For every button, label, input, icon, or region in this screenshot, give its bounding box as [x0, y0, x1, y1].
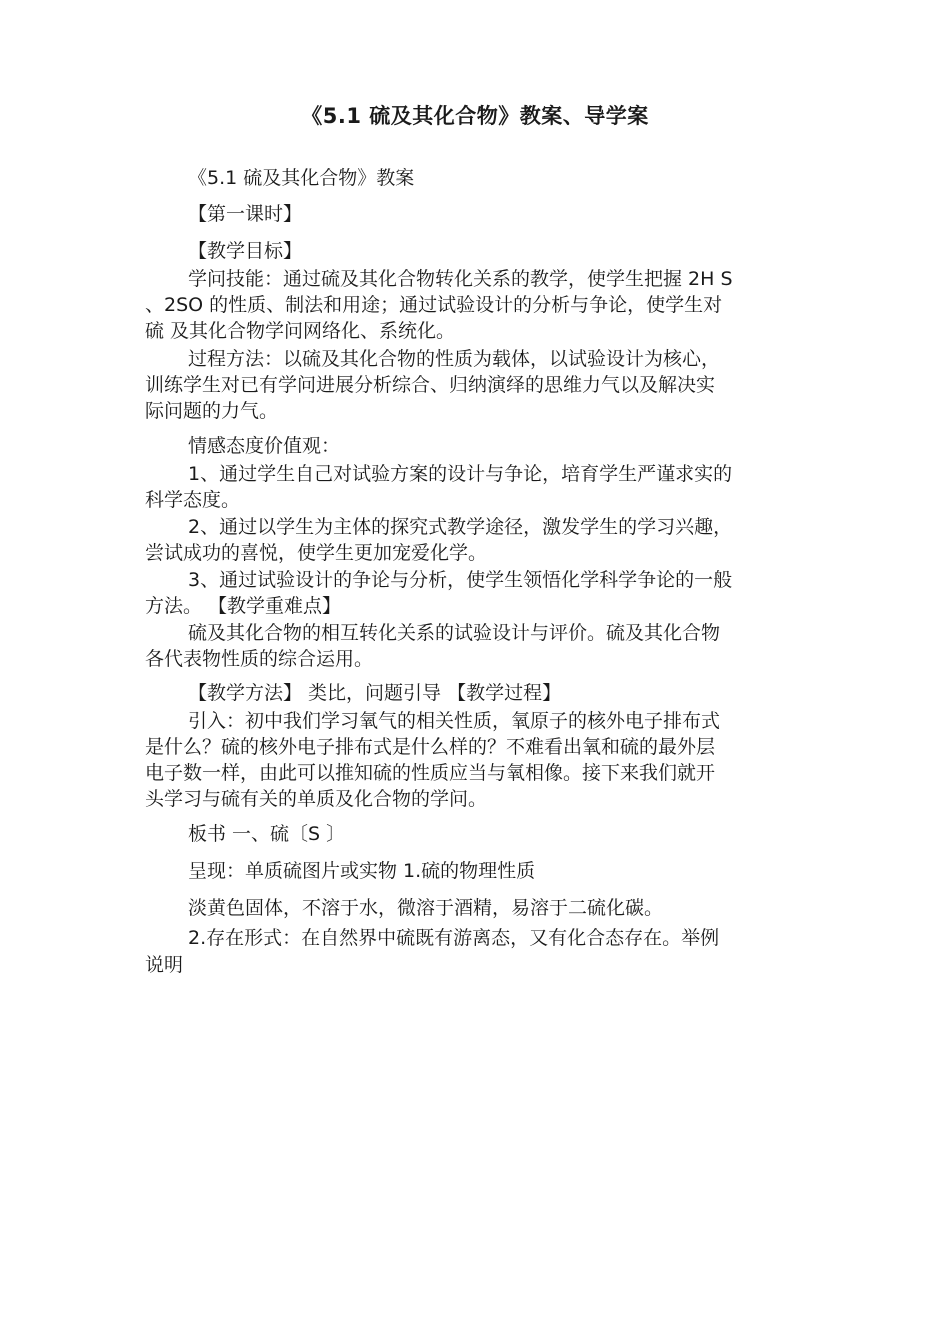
paragraph-line: 淡黄色固体，不溶于水，微溶于酒精，易溶于二硫化碳。 — [188, 897, 664, 919]
subtitle: 《5.1 硫及其化合物》教案 — [188, 167, 415, 189]
paragraph-line: 方法。 【教学重难点】 — [145, 595, 342, 617]
paragraph-line: 呈现：单质硫图片或实物 1.硫的物理性质 — [188, 860, 536, 882]
paragraph-line: 学问技能：通过硫及其化合物转化关系的教学，使学生把握 2H S — [188, 268, 733, 290]
section-heading: 【第一课时】 — [188, 203, 303, 225]
paragraph-line: 情感态度价值观： — [188, 435, 341, 457]
paragraph-line: 引入：初中我们学习氧气的相关性质，氧原子的核外电子排布式 — [188, 710, 721, 732]
paragraph-line: 训练学生对已有学问进展分析综合、归纳演绎的思维力气以及解决实 — [145, 374, 716, 396]
paragraph-line: 头学习与硫有关的单质及化合物的学问。 — [145, 788, 488, 810]
paragraph-line: 3、通过试验设计的争论与分析，使学生领悟化学科学争论的一般 — [188, 569, 733, 591]
paragraph-line: 板书 一、硫〔S 〕 — [188, 823, 346, 845]
section-heading: 【教学目标】 — [188, 240, 303, 262]
paragraph-line: 说明 — [145, 954, 184, 976]
paragraph-line: 硫及其化合物的相互转化关系的试验设计与评价。硫及其化合物 — [188, 622, 721, 644]
paragraph-line: 是什么？硫的核外电子排布式是什么样的？不难看出氧和硫的最外层 — [145, 736, 716, 758]
paragraph-line: 科学态度。 — [145, 489, 241, 511]
document-title: 《5.1 硫及其化合物》教案、导学案 — [301, 104, 649, 128]
paragraph-line: 硫 及其化合物学问网络化、系统化。 — [145, 320, 456, 342]
paragraph-line: 各代表物性质的综合运用。 — [145, 648, 374, 670]
paragraph-line: 过程方法：以硫及其化合物的性质为载体，以试验设计为核心， — [188, 348, 721, 370]
paragraph-line: 1、通过学生自己对试验方案的设计与争论，培育学生严谨求实的 — [188, 463, 733, 485]
paragraph-line: 【教学方法】 类比，问题引导 【教学过程】 — [188, 682, 562, 704]
paragraph-line: 2、通过以学生为主体的探究式教学途径，激发学生的学习兴趣， — [188, 516, 733, 538]
paragraph-line: 、2SO 的性质、制法和用途；通过试验设计的分析与争论，使学生对 — [145, 294, 723, 316]
paragraph-line: 2.存在形式：在自然界中硫既有游离态，又有化合态存在。举例 — [188, 927, 720, 949]
paragraph-line: 电子数一样，由此可以推知硫的性质应当与氧相像。接下来我们就开 — [145, 762, 716, 784]
paragraph-line: 际问题的力气。 — [145, 400, 279, 422]
paragraph-line: 尝试成功的喜悦，使学生更加宠爱化学。 — [145, 542, 488, 564]
